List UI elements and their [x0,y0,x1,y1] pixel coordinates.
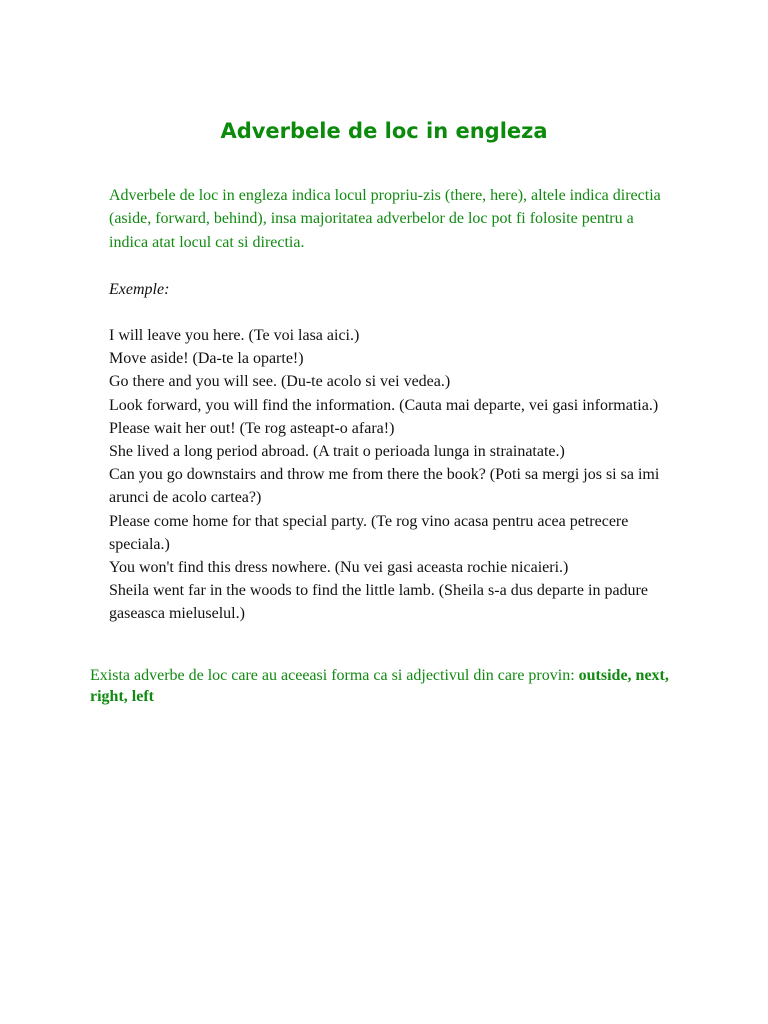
closing-note-examples: outside, next, right, left [90,667,669,705]
list-item: She lived a long period abroad. (A trait o perioada lunga in strainatate.) [109,443,565,461]
page-title: Adverbele de loc in engleza [220,119,548,143]
closing-note-text: Exista adverbe de loc care au aceeasi forma ca si adjectivul din care provin: [90,667,579,684]
list-item: Look forward, you will find the information. (Cauta mai departe, vei gasi informatia.) [109,396,659,414]
list-item: Please wait her out! (Te rog asteapt-o afara!) [109,419,395,437]
examples-label: Exemple: [109,281,170,298]
list-item: I will leave you here. (Te voi lasa aici.) [109,327,360,344]
intro-paragraph: Adverbele de loc in engleza indica locul propriu-zis (there, here), altele indica directia (aside, forward, behind), insa majoritatea adverbelor de loc pot fi folosite pentru a indica atat locul cat si directia. [109,187,661,251]
list-item: Please come home for that special party. (Te rog vino acasa pentru acea petrecere speciala.) [109,512,629,553]
list-item: Go there and you will see. (Du-te acolo si vei vedea.) [109,373,451,391]
list-item: Sheila went far in the woods to find the little lamb. (Sheila s-a dus departe in padure gaseasca mieluselul.) [109,582,648,623]
list-item: Can you go downstairs and throw me from there the book? (Poti sa mergi jos si sa imi arunci de acolo cartea?) [109,466,660,507]
list-item: You won't find this dress nowhere. (Nu vei gasi aceasta rochie nicaieri.) [109,559,569,577]
closing-note [90,665,680,707]
examples-list [109,324,674,626]
list-item: Move aside! (Da-te la oparte!) [109,350,304,368]
